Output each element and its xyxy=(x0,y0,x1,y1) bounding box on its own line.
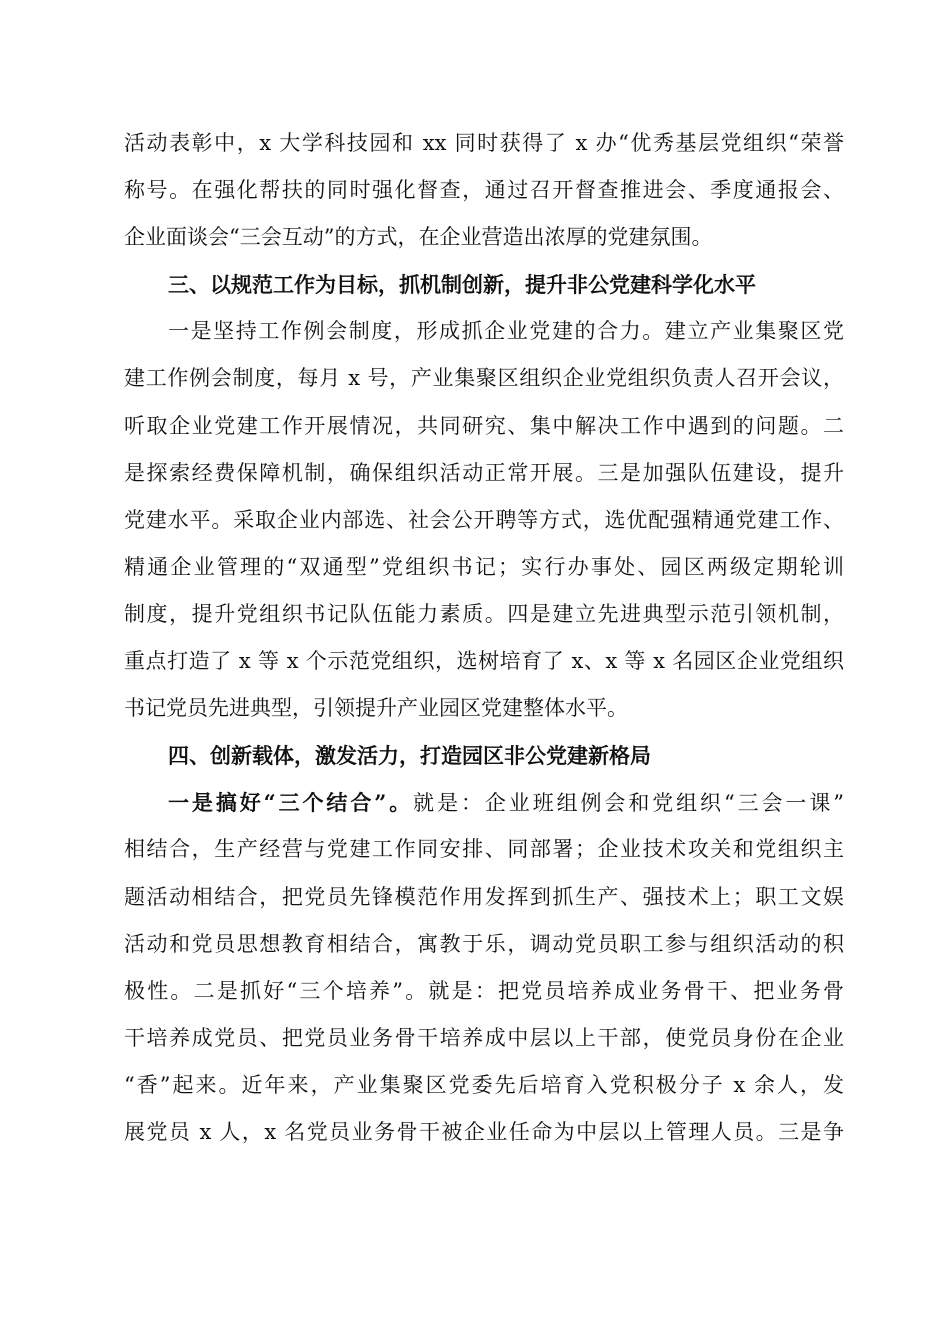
lead-rest: 就是：企业班组例会和党组织“三会一课” xyxy=(413,791,844,816)
text-line: 建工作例会制度，每月 x 号，产业集聚区组织企业党组织负责人召开会议， xyxy=(124,366,844,391)
text-line: 题活动相结合，把党员先锋模范作用发挥到抓生产、强技术上；职工文娱 xyxy=(124,884,844,909)
text-line: 展党员 x 人，x 名党员业务骨干被企业任命为中层以上管理人员。三是争 xyxy=(124,1119,844,1144)
text-line: 党建水平。采取企业内部选、社会公开聘等方式，选优配强精通党建工作、 xyxy=(124,507,844,532)
text-line: 企业面谈会“三会互动”的方式，在企业营造出浓厚的党建氛围。 xyxy=(124,225,713,250)
text-line: 极性。二是抓好“三个培养”。就是：把党员培养成业务骨干、把业务骨 xyxy=(124,978,844,1003)
text-line: “香”起来。近年来，产业集聚区党委先后培育入党积极分子 x 余人，发 xyxy=(124,1072,844,1097)
text-line: 制度，提升党组织书记队伍能力素质。四是建立先进典型示范引领机制， xyxy=(124,601,844,626)
text-line: 活动表彰中，x 大学科技园和 xx 同时获得了 x 办“优秀基层党组织“荣誉 xyxy=(124,131,844,155)
text-line: 听取企业党建工作开展情况，共同研究、集中解决工作中遇到的问题。二 xyxy=(124,413,844,438)
section-heading-3: 三、以规范工作为目标，抓机制创新，提升非公党建科学化水平 xyxy=(168,272,756,298)
text-line: 书记党员先进典型，引领提升产业园区党建整体水平。 xyxy=(124,696,628,721)
text-line: 相结合，生产经营与党建工作同安排、同部署；企业技术攻关和党组织主 xyxy=(124,837,844,862)
text-line: 活动和党员思想教育相结合，寓教于乐，调动党员职工参与组织活动的积 xyxy=(124,931,844,956)
text-line: 重点打造了 x 等 x 个示范党组织，选树培育了 x、x 等 x 名园区企业党组织 xyxy=(124,649,844,674)
text-line: 一是坚持工作例会制度，形成抓企业党建的合力。建立产业集聚区党 xyxy=(168,319,844,344)
text-line: 是探索经费保障机制，确保组织活动正常开展。三是加强队伍建设，提升 xyxy=(124,460,844,485)
lead-phrase: 一是搞好“三个结合”。 xyxy=(168,790,414,816)
document-page xyxy=(124,120,844,1156)
text-line: 干培养成党员、把党员业务骨干培养成中层以上干部，使党员身份在企业 xyxy=(124,1025,844,1050)
text-line: 精通企业管理的“双通型”党组织书记；实行办事处、园区两级定期轮训 xyxy=(124,554,844,579)
section-heading-4: 四、创新载体，激发活力，打造园区非公党建新格局 xyxy=(168,743,651,769)
text-line: 称号。在强化帮扶的同时强化督查，通过召开督查推进会、季度通报会、 xyxy=(124,178,844,203)
text-line xyxy=(124,779,844,826)
